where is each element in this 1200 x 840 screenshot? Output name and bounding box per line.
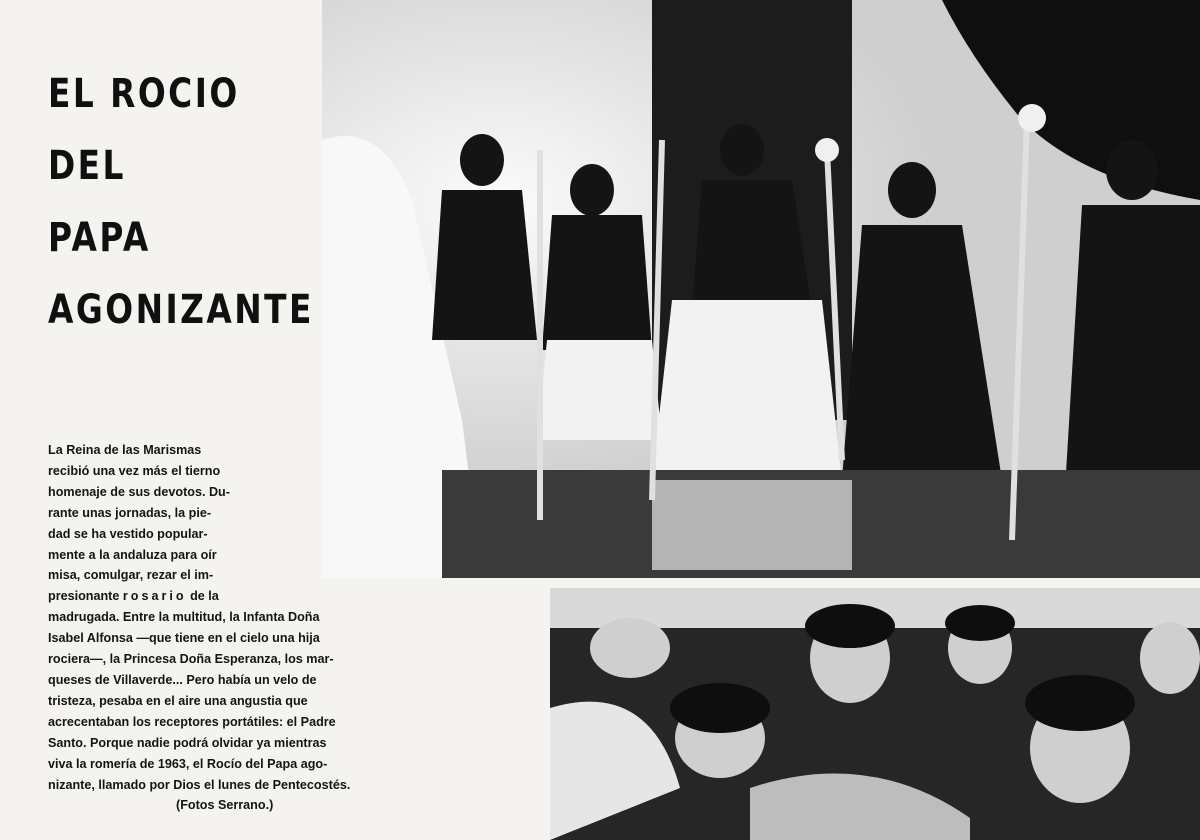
headline-line-1: EL ROCIO [48,71,240,117]
body-line-rosario [48,586,350,607]
body-line: viva la romería de 1963, el Rocío del Papa ago- [48,756,328,771]
body-line: Isabel Alfonsa —que tiene en el cielo una hija [48,631,320,646]
body-line: recibió una vez más el tierno [48,463,221,478]
body-line: rociera—, la Princesa Doña Esperanza, los mar- [48,652,334,667]
body-line: misa, comulgar, rezar el im- [48,568,214,583]
body-line: madrugada. Entre la multitud, la Infanta Doña [48,610,320,625]
article-body [48,440,350,816]
body-line: mente a la andaluza para oír [48,547,217,562]
rosario-post: de la [186,589,219,604]
body-line: tristeza, pesaba en el aire una angustia que [48,693,308,708]
body-line: queses de Villaverde... Pero había un velo de [48,672,317,687]
headline-line-2: DEL [48,143,126,189]
body-line: homenaje de sus devotos. Du- [48,484,230,499]
rosario-pre: presionante [48,589,123,604]
crowd-photo [550,588,1200,840]
body-line: acrecentaban los receptores portátiles: el Padre [48,714,336,729]
procession-photo [322,0,1200,578]
article-headline [48,58,314,346]
headline-line-4: AGONIZANTE [48,287,314,333]
body-line: nizante, llamado por Dios el lunes de Pentecostés. [48,777,351,792]
procession-photo-icon [322,0,1200,578]
headline-line-3: PAPA [48,215,151,261]
rosario-word: rosario [122,589,187,604]
body-line: Santo. Porque nadie podrá olvidar ya mientras [48,735,327,750]
photo-credit: (Fotos Serrano.) [176,798,274,813]
body-line: La Reina de las Marismas [48,443,202,457]
body-line: rante unas jornadas, la pie- [48,505,212,520]
body-line: dad se ha vestido popular- [48,526,208,541]
crowd-photo-icon [550,588,1200,840]
